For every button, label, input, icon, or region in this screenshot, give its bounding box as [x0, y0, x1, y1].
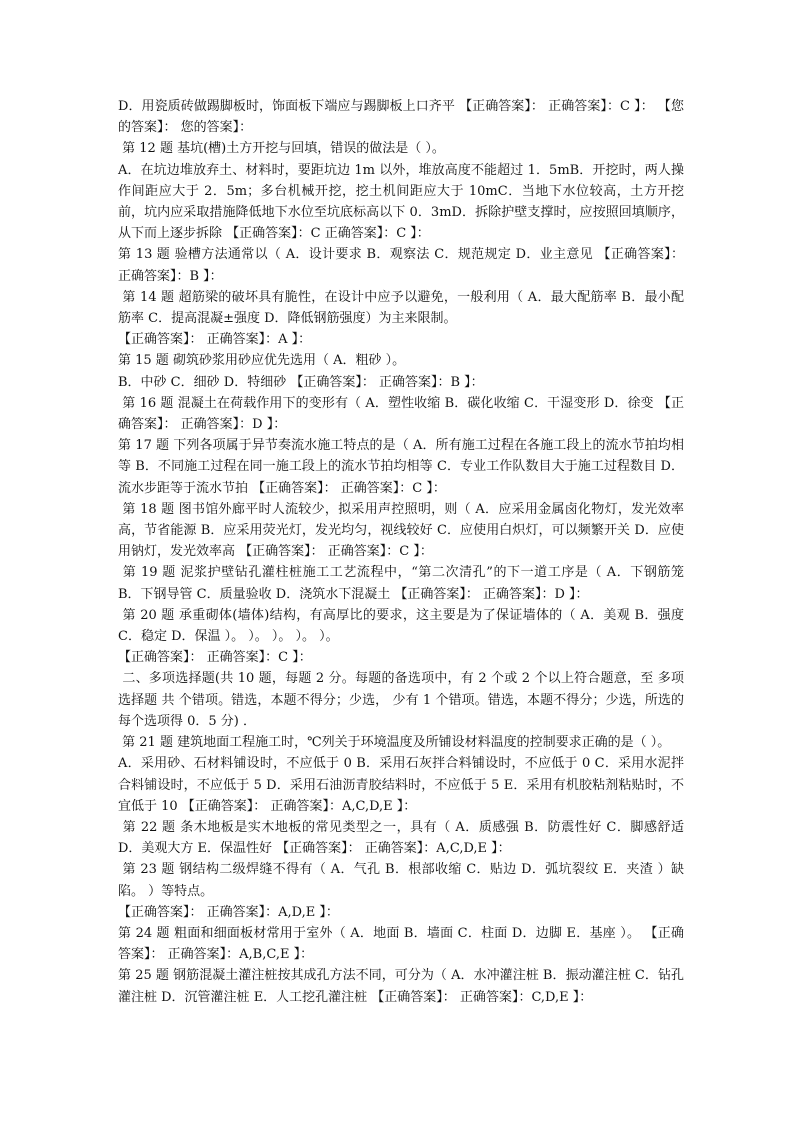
section-heading-multiple-choice: 二、多项选择题(共 10 题，每题 2 分。每题的备选项中，有 2 个或 2 个以上符合题意，至 多项选择题 共 个错项。错选，本题不得分；少选， 少有 1 个错项。错选，本题不得分；少选，所选的每个选项得 0．5 分) ．: [118, 671, 684, 729]
paragraph-q21-stem: 第 21 题 建筑地面工程施工时，℃列关于环境温度及所铺设材料温度的控制要求正确的是（ ）。: [118, 735, 671, 751]
paragraph-q15: 第 15 题 砌筑砂浆用砂应优先选用（ A．粗砂 ）。: [118, 353, 406, 369]
paragraph-q12-options: A．在坑边堆放弃土、材料时，要距坑边 1m 以外，堆放高度不能超过 1．5mB．开挖时，两人操作间距应大于 2．5m；多台机械开挖，挖土机间距应大于 10mC．当地下水位较高，土方开挖前，坑内应采取措施降低地下水位至坑底标高以下 0．3mD．拆除护壁支撑时，应按照回填顺序，从下而上逐步拆除 【正确答案】：C 正确答案】：C 】：: [118, 162, 684, 242]
paragraph-q23-answer: 【正确答案】： 正确答案】：A,D,E 】：: [118, 904, 339, 920]
paragraph-q14: 第 14 题 超筋梁的破坏具有脆性，在设计中应予以避免，一般利用（ A．最大配筋率 B．最小配筋率 C．提高混凝±强度 D．降低钢筋强度）为主来限制。: [118, 289, 684, 327]
paragraph-q20: 第 20 题 承重砌体(墙体)结构，有高厚比的要求，这主要是为了保证墙体的（ A．美观 B．强度 C．稳定 D．保温 ）。 ）。 ）。 ）。 ）。: [118, 607, 689, 645]
paragraph-q14-answer: 【正确答案】： 正确答案】：A 】：: [118, 332, 312, 348]
paragraph-q23: 第 23 题 钢结构二级焊缝不得有（ A．气孔 B．根部收缩 C．贴边 D．弧坑裂纹 E．夹渣 ）缺陷。 ）等特点。: [118, 862, 684, 899]
paragraph-q25: 第 25 题 钢筋混凝土灌注桩按其成孔方法不同，可分为（ A．水冲灌注桩 B．振动灌注桩 C．钻孔灌注桩 D．沉管灌注桩 E．人工挖孔灌注桩 【正确答案】： 正确答案】：C,D,E 】：: [118, 968, 684, 1005]
paragraph-q19: 第 19 题 泥浆护壁钻孔灌柱桩施工工艺流程中，“第二次清孔”的下一道工序是（ A．下钢筋笼 B．下钢导管 C．质量验收 D．浇筑水下混凝土 【正确答案】： 正确答案】：D 】：: [118, 565, 689, 602]
paragraph-q16: 第 16 题 混凝土在荷载作用下的变形有（ A．塑性收缩 B．碳化收缩 C．干湿变形 D．徐变 【正确答案】： 正确答案】：D 】：: [118, 395, 684, 433]
paragraph-q21-options: A．采用砂、石材料铺设时，不应低于 0 B．采用石灰拌合料铺设时，不应低于 0 C．采用水泥拌合料铺设时，不应低于 5 D．采用石油沥青胶结料时，不应低于 5 E．采用有机胶粘剂粘贴时，不宜低于 10 【正确答案】： 正确答案】：A,C,D,E 】：: [118, 756, 684, 814]
paragraph-q18: 第 18 题 图书馆外廊平时人流较少，拟采用声控照明，则（ A．应采用金属卤化物灯，发光效率高，节省能源 B．应采用荧光灯，发光均匀，视线较好 C．应使用白炽灯，可以频繁开关 D．应使用钠灯，发光效率高 【正确答案】： 正确答案】：C 】：: [118, 501, 684, 560]
paragraph-q15-options: B．中砂 C．细砂 D．特细砂 【正确答案】： 正确答案】：B 】：: [118, 374, 484, 390]
paragraph-q24: 第 24 题 粗面和细面板材常用于室外（ A．地面 B．墙面 C．柱面 D．边脚 E．基座 ）。 【正确答案】： 正确答案】：A,B,C,E 】：: [118, 925, 684, 963]
paragraph-q22: 第 22 题 条木地板是实木地板的常见类型之一，具有（ A．质感强 B．防震性好 C．脚感舒适 D．美观大方 E．保温性好 【正确答案】： 正确答案】：A,C,D,E 】：: [118, 819, 689, 857]
paragraph-q17: 第 17 题 下列各项属于异节奏流水施工特点的是（ A．所有施工过程在各施工段上的流水节拍均相等 B．不同施工过程在同一施工段上的流水节拍均相等 C．专业工作队数目大于施工过程数目 D．流水步距等于流水节拍 【正确答案】： 正确答案】：C 】：: [118, 438, 684, 496]
paragraph-q13: 第 13 题 验槽方法通常以（ A．设计要求 B．观察法 C．规范规定 D．业主意见 【正确答案】： 正确答案】：B 】：: [118, 247, 689, 284]
paragraph-q12-stem: 第 12 题 基坑(槽)土方开挖与回填，错误的做法是（ ）。: [118, 141, 445, 157]
paragraph-q11-option-d: D．用瓷质砖做踢脚板时，饰面板下端应与踢脚板上口齐平 【正确答案】： 正确答案】：C 】： 【您的答案】： 您的答案】：: [118, 99, 684, 136]
paragraph-q20-answer: 【正确答案】： 正确答案】：C 】：: [118, 650, 312, 666]
document-body: [118, 96, 689, 1008]
